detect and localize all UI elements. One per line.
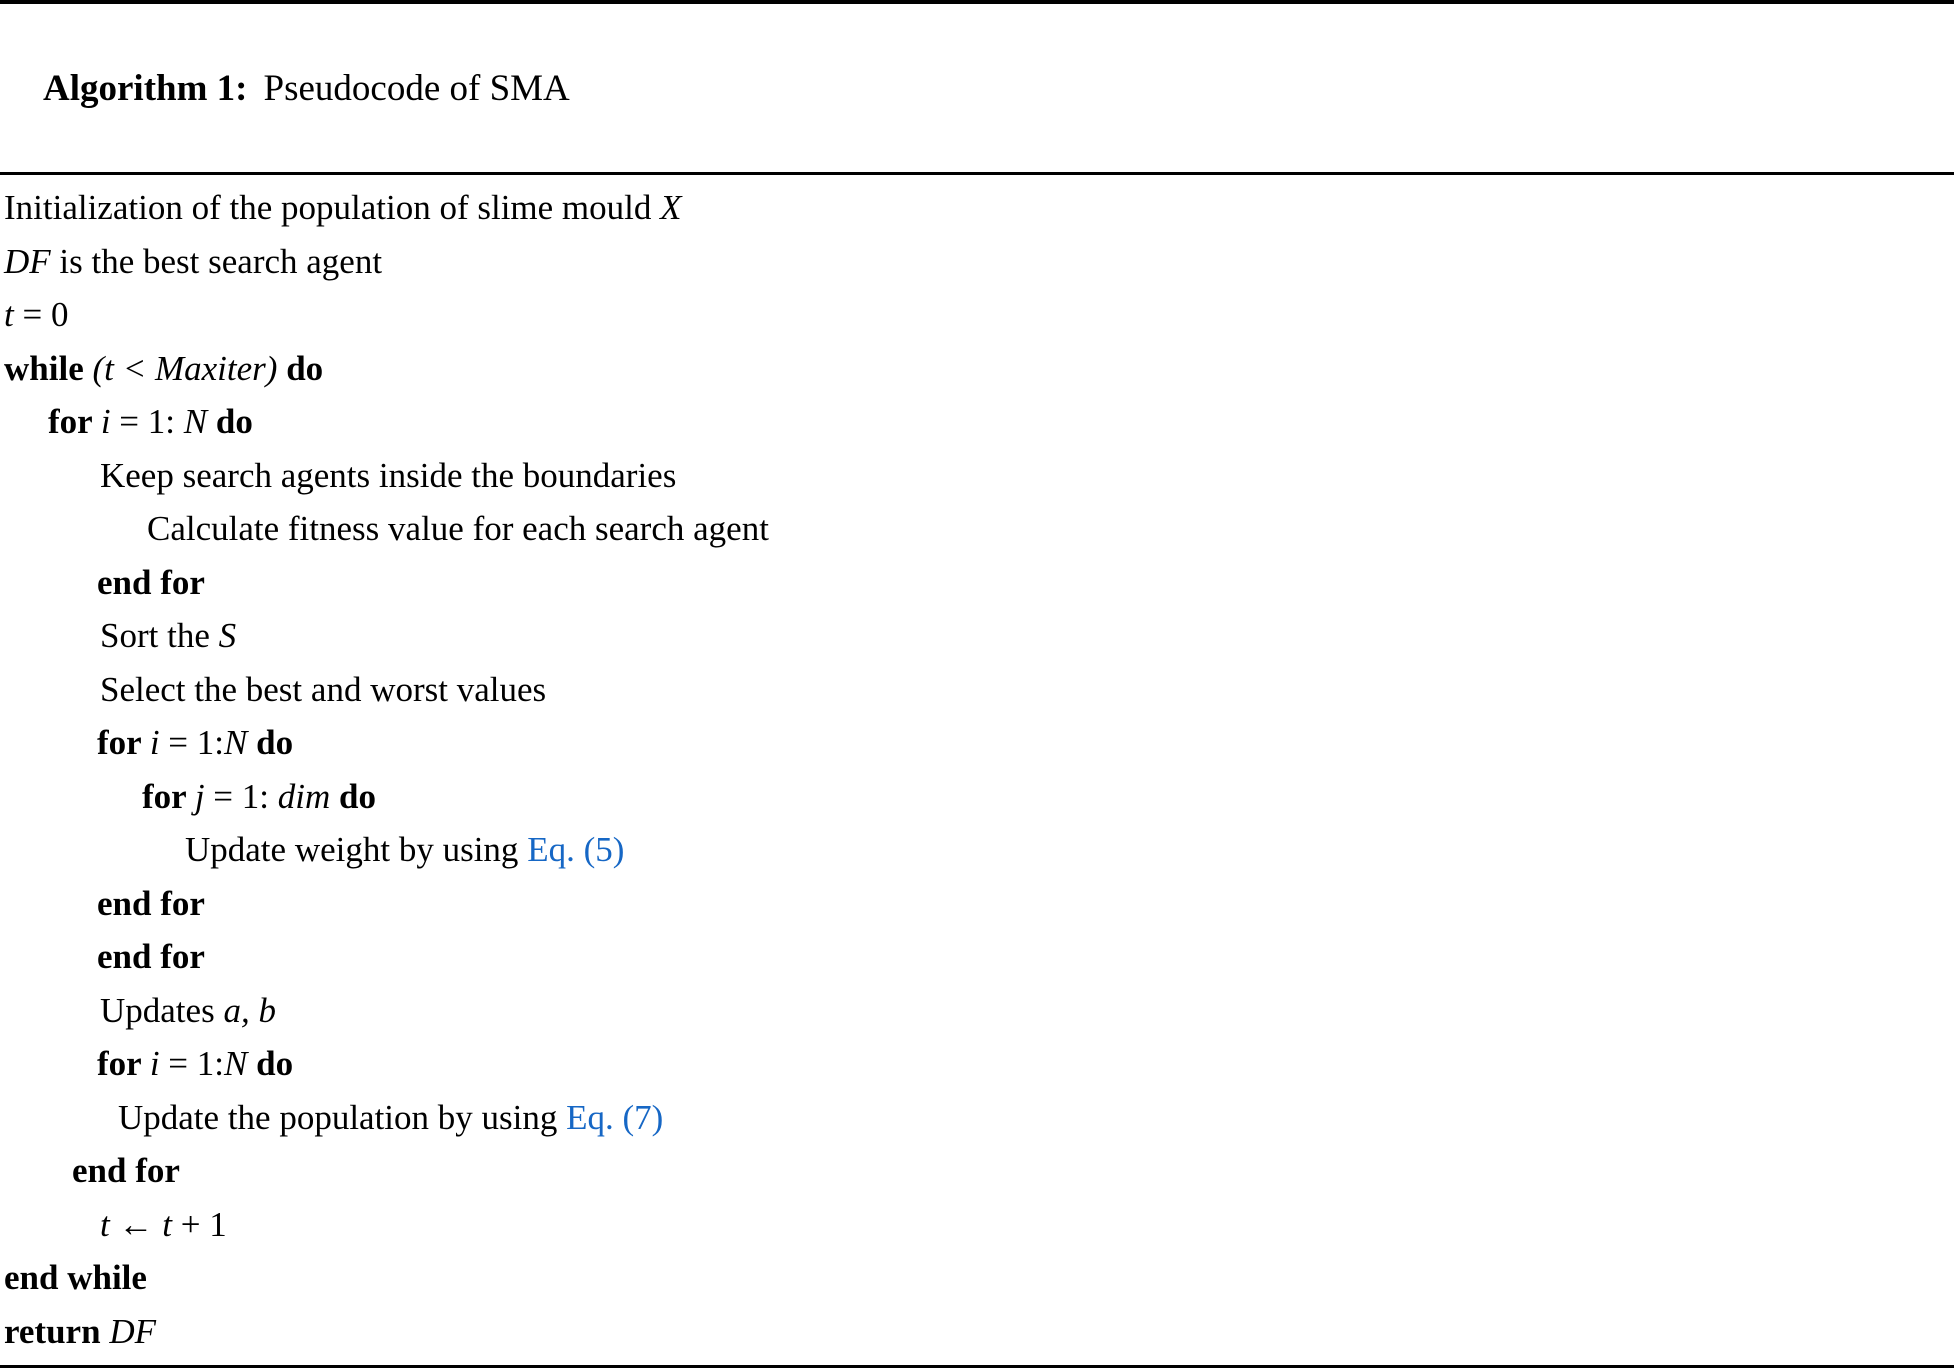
algorithm-line <box>0 449 1954 503</box>
text-segment: i <box>149 723 160 762</box>
text-segment: Update the population by using <box>118 1097 567 1137</box>
algorithm-line <box>0 556 1954 610</box>
text-segment: for <box>142 776 195 816</box>
algorithm-line <box>0 663 1954 717</box>
text-segment: Sort the <box>100 616 219 655</box>
algorithm-line <box>0 288 1954 342</box>
text-segment: t <box>4 295 14 334</box>
algorithm-line <box>0 877 1954 931</box>
algorithm-caption: Pseudocode of SMA <box>263 68 570 109</box>
text-segment: Keep search agents inside the boundaries <box>100 455 677 495</box>
text-segment: return <box>4 1311 110 1351</box>
text-segment: i <box>149 1044 160 1083</box>
text-segment: N <box>183 402 208 441</box>
text-segment: + 1 <box>171 1204 227 1244</box>
algorithm-line <box>0 395 1954 449</box>
text-segment: is the best search agent <box>50 241 383 281</box>
text-segment: t <box>162 1204 172 1244</box>
eq-5-link[interactable]: Eq. (5) <box>527 830 625 869</box>
algorithm-line <box>0 1305 1954 1359</box>
text-segment: do <box>247 723 294 762</box>
text-segment: for <box>48 402 101 441</box>
algorithm-line <box>0 1144 1954 1198</box>
text-segment: = 1: <box>110 402 184 441</box>
text-segment: i <box>100 402 111 441</box>
text-segment: N <box>224 1044 248 1083</box>
algorithm-line <box>0 342 1954 396</box>
text-segment: end for <box>97 937 205 976</box>
algorithm-line <box>0 1251 1954 1305</box>
text-segment: do <box>330 776 376 816</box>
text-segment: end for <box>72 1151 180 1190</box>
text-segment: end for <box>97 562 205 602</box>
algorithm-line <box>0 1091 1954 1145</box>
algorithm-line <box>0 770 1954 824</box>
algorithm-line <box>0 1037 1954 1091</box>
algorithm-number-label: Algorithm 1: <box>43 68 248 109</box>
text-segment: X <box>660 188 682 227</box>
text-segment: = 1: <box>159 723 225 762</box>
text-segment: Select the best and worst values <box>100 669 547 709</box>
text-segment: = 0 <box>13 295 69 334</box>
text-segment: Updates <box>100 990 224 1030</box>
algorithm-line <box>0 1198 1954 1252</box>
text-segment: end for <box>97 883 205 923</box>
text-segment: j <box>194 776 205 816</box>
algorithm-line <box>0 716 1954 770</box>
text-segment: = 1: <box>159 1044 225 1083</box>
text-segment: do <box>277 348 324 388</box>
algorithm-line <box>0 984 1954 1038</box>
text-segment: do <box>207 402 253 441</box>
text-segment: a, b <box>223 990 276 1030</box>
text-segment: Calculate fitness value for each search agent <box>147 509 769 548</box>
algorithm-line <box>0 823 1954 877</box>
algorithm-title <box>0 4 1954 172</box>
algorithm-line <box>0 181 1954 235</box>
algorithm-line <box>0 235 1954 289</box>
text-segment: DF <box>109 1311 156 1351</box>
text-segment: for <box>97 1044 150 1083</box>
text-segment: end while <box>4 1258 147 1297</box>
text-segment: = 1: <box>204 776 278 816</box>
text-segment: (t < Maxiter) <box>92 348 278 388</box>
eq-7-link[interactable]: Eq. (7) <box>566 1097 664 1137</box>
text-segment: ← <box>109 1204 163 1244</box>
text-segment: N <box>224 723 248 762</box>
text-segment: S <box>218 616 237 655</box>
algorithm-line <box>0 502 1954 556</box>
text-segment: while <box>4 348 93 388</box>
text-segment: Update weight by using <box>185 830 528 869</box>
text-segment: do <box>247 1044 294 1083</box>
algorithm-line <box>0 930 1954 984</box>
text-segment: dim <box>277 776 331 816</box>
text-segment: DF <box>4 241 51 281</box>
algorithm-line <box>0 609 1954 663</box>
text-segment: for <box>97 723 150 762</box>
text-segment: Initialization of the population of slime mould <box>4 188 661 227</box>
text-segment: t <box>100 1204 110 1244</box>
algorithm-body <box>0 175 1954 1365</box>
